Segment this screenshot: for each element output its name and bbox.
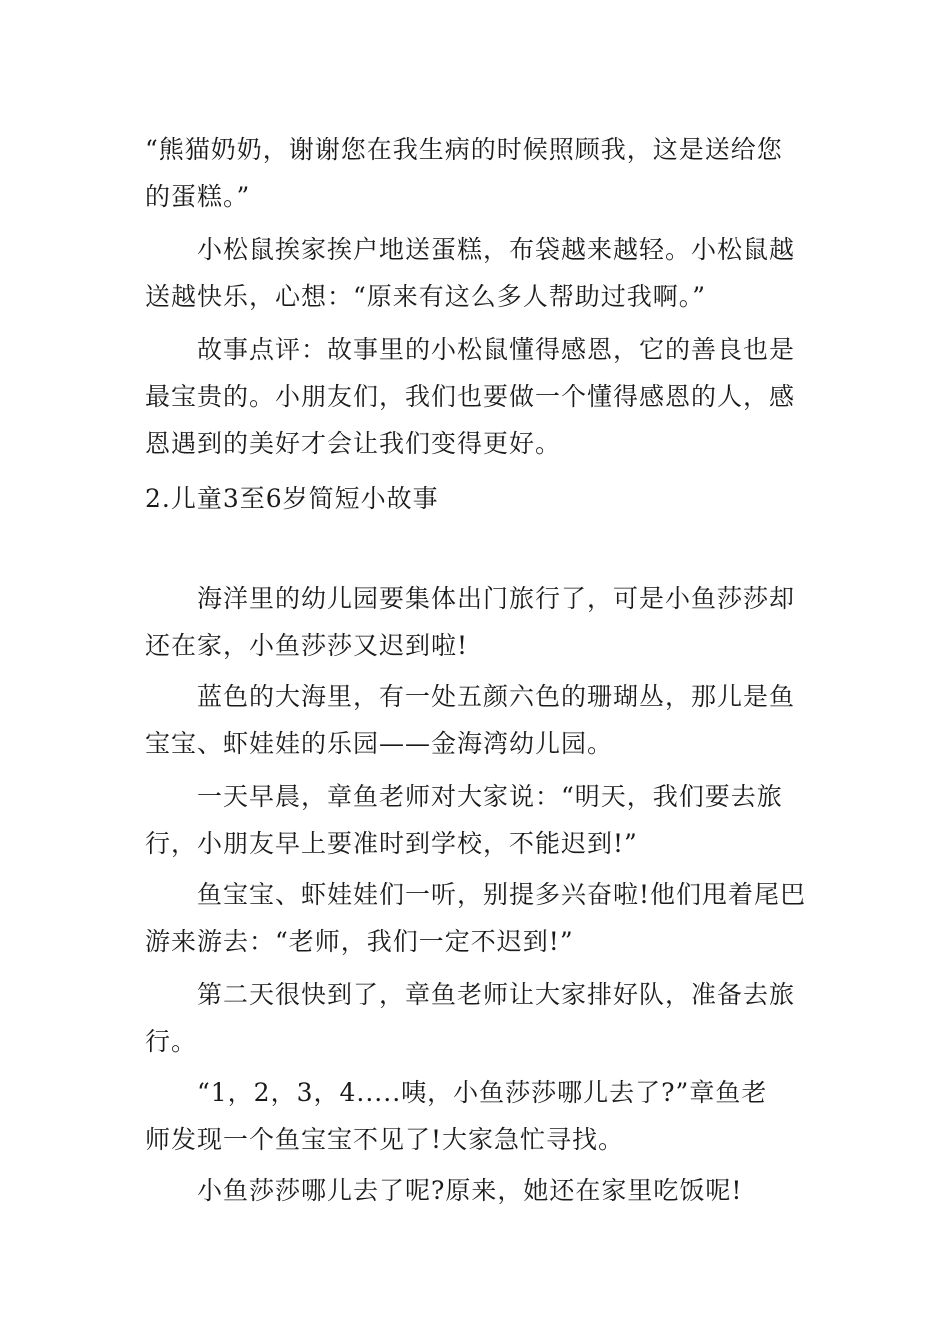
text-line: 行，小朋友早上要准时到学校，不能迟到!”	[145, 829, 638, 858]
paragraph-excited-fish	[145, 871, 810, 965]
text-line: 宝宝、虾娃娃的乐园——金海湾幼儿园。	[145, 729, 614, 758]
text-line: 行。	[145, 1027, 198, 1056]
text-line: 的蛋糕。”	[145, 182, 251, 211]
paragraph-coral-reef	[145, 673, 810, 767]
section-heading	[145, 475, 810, 522]
paragraph-story-review	[145, 326, 810, 467]
heading-text: 2.儿童3至6岁简短小故事	[145, 484, 439, 513]
paragraph-squirrel-delivers	[145, 226, 810, 320]
text-line: 还在家，小鱼莎莎又迟到啦!	[145, 631, 469, 660]
paragraph-counting	[145, 1069, 810, 1163]
text-line: 第二天很快到了，章鱼老师让大家排好队，准备去旅	[197, 980, 796, 1009]
text-line: 一天早晨，章鱼老师对大家说：“明天，我们要去旅	[197, 782, 783, 811]
text-line: 小松鼠挨家挨户地送蛋糕，布袋越来越轻。小松鼠越	[197, 235, 796, 264]
text-line: 最宝贵的。小朋友们，我们也要做一个懂得感恩的人，感	[145, 382, 796, 411]
text-line: 小鱼莎莎哪儿去了呢?原来，她还在家里吃饭呢!	[197, 1176, 743, 1205]
text-line: 蓝色的大海里，有一处五颜六色的珊瑚丛，那儿是鱼	[197, 682, 796, 711]
paragraph-ocean-kindergarten	[145, 575, 810, 669]
text-line: “1，2，3，4.....咦，小鱼莎莎哪儿去了?”章鱼老	[197, 1078, 768, 1107]
text-line: 游来游去：“老师，我们一定不迟到!”	[145, 927, 574, 956]
paragraph-octopus-teacher	[145, 773, 810, 867]
paragraph-still-eating	[145, 1167, 810, 1214]
paragraph-panda-grandma	[145, 126, 810, 220]
text-line: “熊猫奶奶，谢谢您在我生病的时候照顾我，这是送给您	[145, 135, 783, 164]
text-line: 鱼宝宝、虾娃娃们一听，别提多兴奋啦!他们甩着尾巴	[197, 880, 807, 909]
text-line: 送越快乐，心想：“原来有这么多人帮助过我啊。”	[145, 282, 707, 311]
text-line: 故事点评：故事里的小松鼠懂得感恩，它的善良也是	[197, 335, 796, 364]
text-line: 恩遇到的美好才会让我们变得更好。	[145, 429, 562, 458]
text-line: 师发现一个鱼宝宝不见了!大家急忙寻找。	[145, 1125, 625, 1154]
paragraph-next-day	[145, 971, 810, 1065]
text-line: 海洋里的幼儿园要集体出门旅行了，可是小鱼莎莎却	[197, 584, 796, 613]
